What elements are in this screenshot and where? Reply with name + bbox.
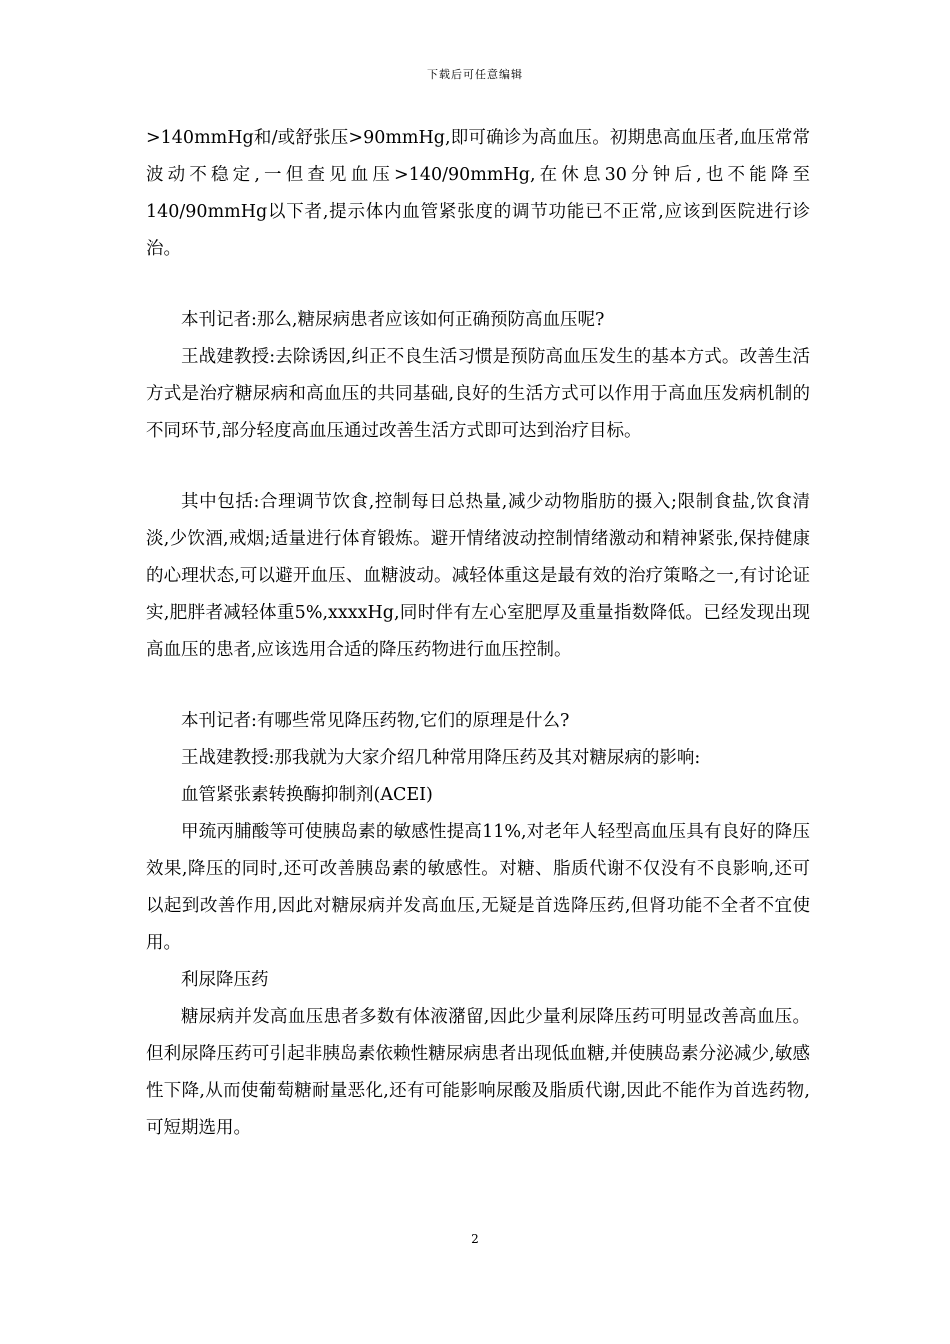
paragraph-diagnosis: >140mmHg和/或舒张压>90mmHg,即可确诊为高血压。初期患高血压者,血压常常波动不稳定,一但查见血压>140/90mmHg,在休息30分钟后,也不能降至140/90mmHg以下者,提示体内血管紧张度的调节功能已不正常,应该到医院进行诊治。 [146,128,810,259]
paragraph-diuretics: 糖尿病并发高血压患者多数有体液潴留,因此少量利尿降压药可明显改善高血压。但利尿降压药可引起非胰岛素依赖性糖尿病患者出现低血糖,并使胰岛素分泌减少,敏感性下降,从而使葡萄糖耐量恶化,还有可能影响尿酸及脂质代谢,因此不能作为首选药物,可短期选用。 [146,1007,810,1138]
page-header: 下载后可任意编辑 [427,68,523,81]
paragraph-answer-drugs-intro: 王战建教授:那我就为大家介绍几种常用降压药及其对糖尿病的影响: [181,748,701,768]
page-number: 2 [471,1232,479,1246]
paragraph-answer-prevention: 王战建教授:去除诱因,纠正不良生活习惯是预防高血压发生的基本方式。改善生活方式是治疗糖尿病和高血压的共同基础,良好的生活方式可以作用于高血压发病机制的不同环节,部分轻度高血压通过改善生活方式即可达到治疗目标。 [146,347,810,441]
paragraph-question-prevention: 本刊记者:那么,糖尿病患者应该如何正确预防高血压呢? [181,310,605,330]
paragraph-acei: 甲巯丙脯酸等可使胰岛素的敏感性提高11%,对老年人轻型高血压具有良好的降压效果,降压的同时,还可改善胰岛素的敏感性。对糖、脂质代谢不仅没有不良影响,还可以起到改善作用,因此对糖尿病并发高血压,无疑是首选降压药,但肾功能不全者不宜使用。 [146,822,810,953]
heading-diuretics: 利尿降压药 [181,970,269,990]
heading-acei: 血管紧张素转换酶抑制剂(ACEI) [181,785,433,805]
paragraph-question-drugs: 本刊记者:有哪些常见降压药物,它们的原理是什么? [181,711,570,731]
paragraph-lifestyle: 其中包括:合理调节饮食,控制每日总热量,减少动物脂肪的摄入;限制食盐,饮食清淡,少饮酒,戒烟;适量进行体育锻炼。避开情绪波动控制情绪激动和精神紧张,保持健康的心理状态,可以避开血压、血糖波动。减轻体重这是最有效的治疗策略之一,有讨论证实,肥胖者减轻体重5%,xxxxHg,同时伴有左心室肥厚及重量指数降低。已经发现出现高血压的患者,应该选用合适的降压药物进行血压控制。 [146,492,810,660]
document-body [146,120,810,1147]
